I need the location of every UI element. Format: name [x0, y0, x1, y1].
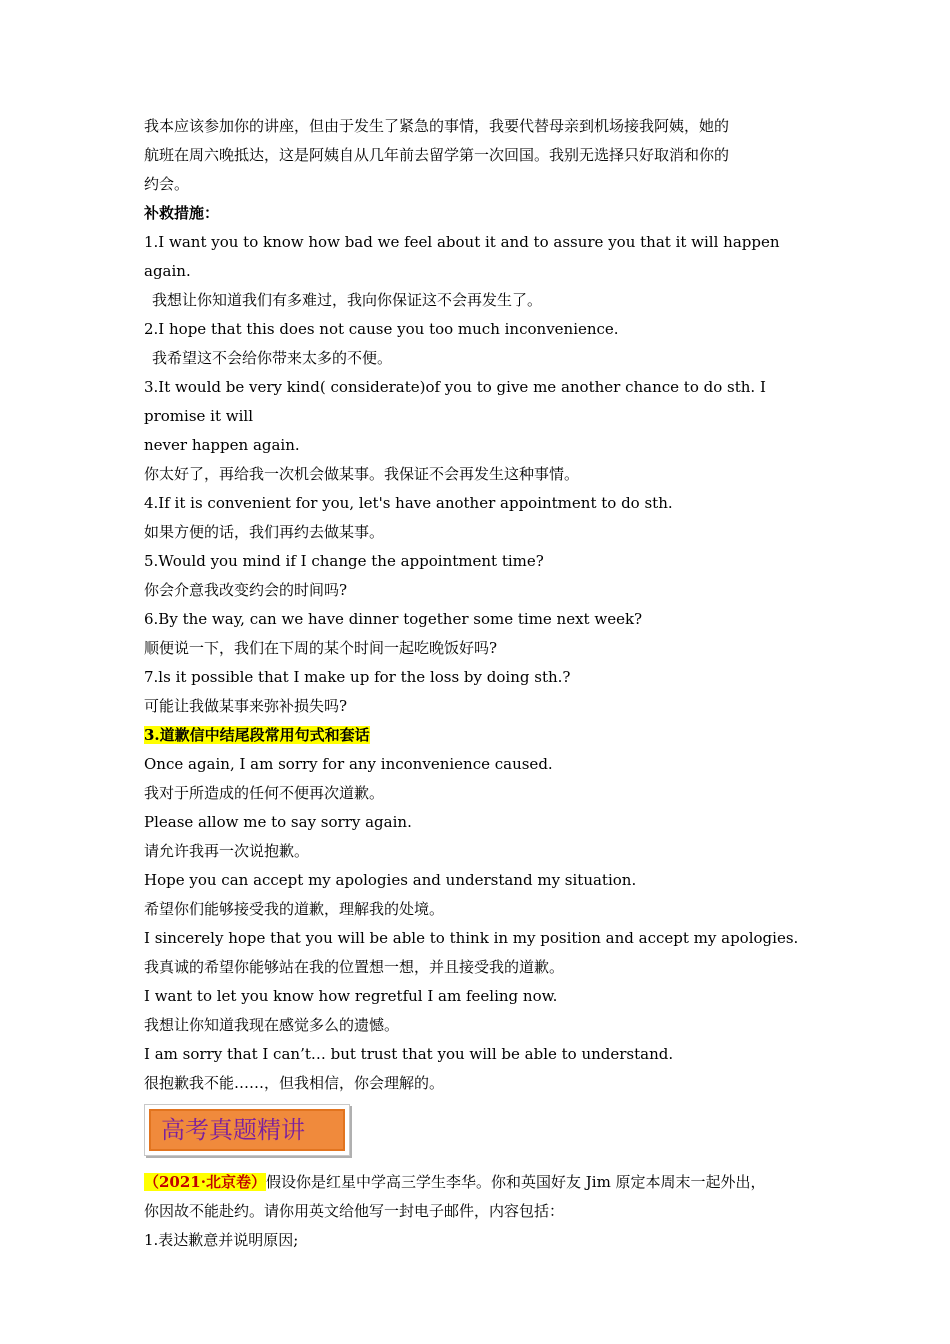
intro-line: 我本应该参加你的讲座，但由于发生了紧急的事情，我要代替母亲到机场接我阿姨，她的: [144, 117, 730, 135]
remedy-cn-7: 可能让我做某事来弥补损失吗?: [144, 697, 348, 715]
closing-cn-2: 请允许我再一次说抱歉。: [144, 842, 310, 860]
remedy-en-5: 5.Would you mind if I change the appointment time?: [144, 552, 544, 570]
remedy-en-3-cont: never happen again.: [144, 436, 300, 454]
closing-cn-4: 我真诚的希望你能够站在我的位置想一想，并且接受我的道歉。: [144, 958, 565, 976]
remedy-cn-5: 你会介意我改变约会的时间吗?: [144, 581, 348, 599]
document-body: [144, 112, 824, 1255]
closing-en-3: Hope you can accept my apologies and understand my situation.: [144, 871, 637, 889]
closing-en-6: I am sorry that I can’t… but trust that you will be able to understand.: [144, 1045, 674, 1063]
remedy-cn-4: 如果方便的话，我们再约去做某事。: [144, 523, 385, 541]
remedy-cn-6: 顺便说一下，我们在下周的某个时间一起吃晚饭好吗?: [144, 639, 498, 657]
closing-cn-1: 我对于所造成的任何不便再次道歉。: [144, 784, 385, 802]
remedy-heading: 补救措施：: [144, 204, 220, 222]
closing-en-2: Please allow me to say sorry again.: [144, 813, 412, 831]
closing-cn-3: 希望你们能够接受我的道歉，理解我的处境。: [144, 900, 445, 918]
exam-point-1: 1.表达歉意并说明原因;: [144, 1231, 299, 1249]
closing-cn-5: 我想让你知道我现在感觉多么的遗憾。: [144, 1016, 400, 1034]
remedy-en-4: 4.If it is convenient for you, let's have another appointment to do sth.: [144, 494, 673, 512]
remedy-cn-1: 我想让你知道我们有多难过，我向你保证这不会再发生了。: [152, 291, 543, 309]
remedy-en-3: 3.It would be very kind( considerate)of you to give me another chance to do sth. I promise it will: [144, 378, 766, 425]
remedy-en-1: 1.I want you to know how bad we feel about it and to assure you that it will happen again.: [144, 233, 780, 280]
banner-title: 高考真题精讲: [149, 1109, 345, 1151]
closing-cn-6: 很抱歉我不能……，但我相信，你会理解的。: [144, 1074, 445, 1092]
closing-en-1: Once again, I am sorry for any inconvenience caused.: [144, 755, 553, 773]
closing-en-4: I sincerely hope that you will be able to think in my position and accept my apologies.: [144, 929, 799, 947]
remedy-en-2: 2.I hope that this does not cause you too much inconvenience.: [144, 320, 619, 338]
remedy-cn-3: 你太好了，再给我一次机会做某事。我保证不会再发生这种事情。: [144, 465, 580, 483]
exam-prompt-text: 假设你是红星中学高三学生李华。你和英国好友 Jim 原定本周末一起外出，: [265, 1173, 766, 1191]
remedy-en-6: 6.By the way, can we have dinner together some time next week?: [144, 610, 643, 628]
exam-prompt-line-1: [144, 1168, 824, 1197]
exam-source-tag: （2021·北京卷）: [144, 1173, 266, 1191]
intro-line: 航班在周六晚抵达，这是阿姨自从几年前去留学第一次回国。我别无选择只好取消和你的: [144, 146, 730, 164]
exam-prompt-line-2: 你因故不能赴约。请你用英文给他写一封电子邮件，内容包括：: [144, 1202, 565, 1220]
closing-heading: 3.道歉信中结尾段常用句式和套话: [144, 726, 370, 744]
section-banner: [144, 1104, 350, 1156]
remedy-cn-2: 我希望这不会给你带来太多的不便。: [152, 349, 393, 367]
closing-en-5: I want to let you know how regretful I am feeling now.: [144, 987, 558, 1005]
intro-line: 约会。: [144, 175, 190, 193]
remedy-en-7: 7.ls it possible that I make up for the loss by doing sth.?: [144, 668, 571, 686]
